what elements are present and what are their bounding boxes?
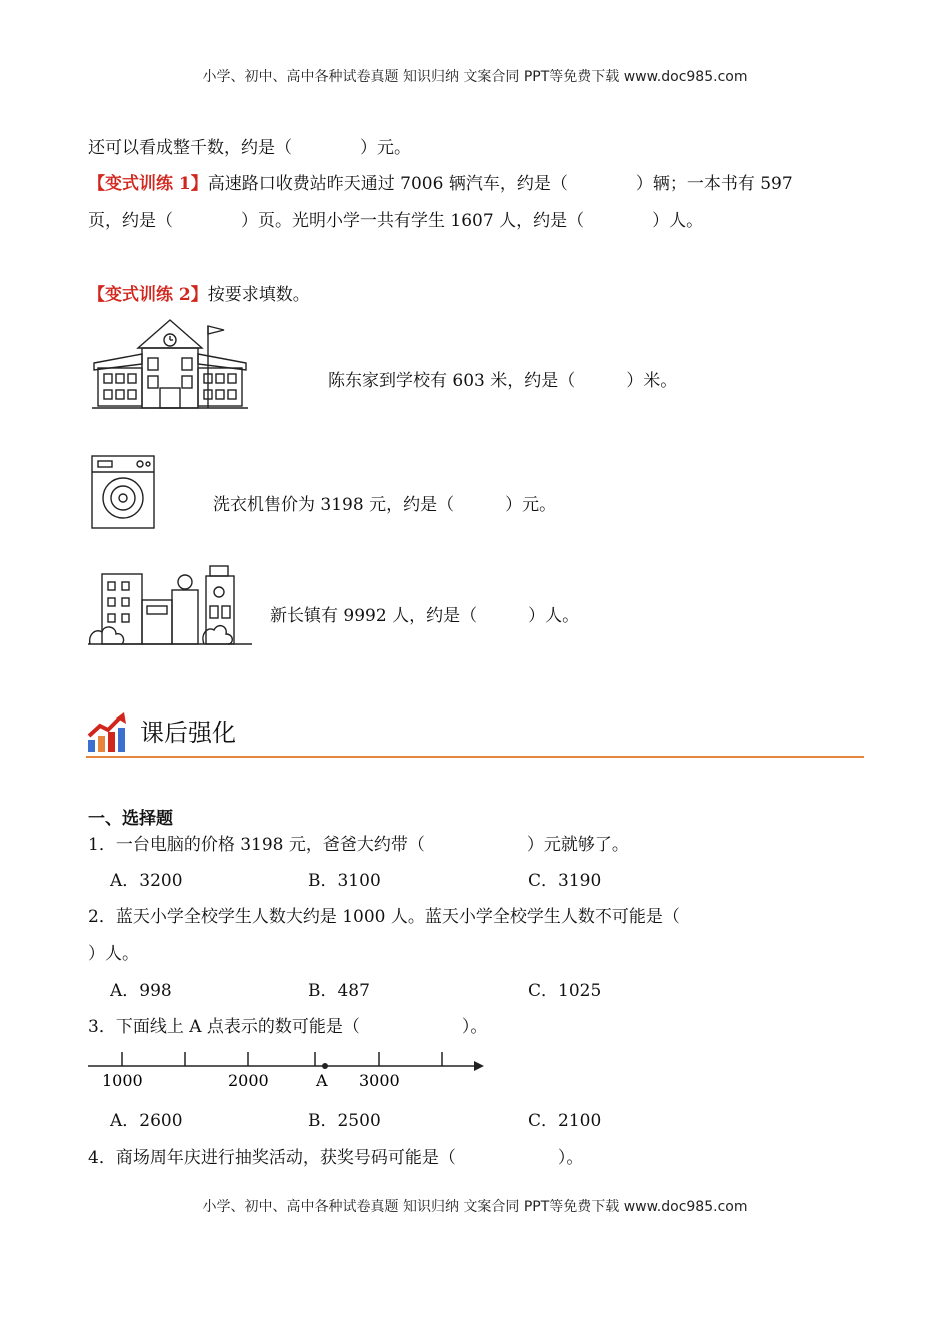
tick-label-1000: 1000 [102, 1071, 143, 1090]
section-title: 课后强化 [140, 719, 236, 747]
q2-stem-line1: 2．蓝天小学全校学生人数大约是 1000 人。蓝天小学全校学生人数不可能是（ [88, 907, 680, 927]
q2-option-c: C．1025 [528, 981, 602, 1001]
q3-option-b: B．2500 [308, 1111, 381, 1131]
q2-option-b: B．487 [308, 981, 370, 1001]
training1-line1 [88, 173, 793, 195]
point-a [322, 1063, 328, 1069]
training2-heading [88, 284, 310, 306]
school-question: 陈东家到学校有 603 米，约是（ ）米。 [328, 371, 678, 391]
q1-option-b: B．3100 [308, 871, 381, 891]
growth-chart-icon [86, 710, 130, 754]
town-question: 新长镇有 9992 人，约是（ ）人。 [270, 606, 580, 626]
town-buildings-icon [88, 562, 252, 652]
q1-option-c: C．3190 [528, 871, 602, 891]
q3-option-c: C．2100 [528, 1111, 602, 1131]
q1-stem: 1．一台电脑的价格 3198 元，爸爸大约带（ ）元就够了。 [88, 835, 629, 855]
tick-label-a: A [316, 1071, 328, 1090]
q3-stem: 3．下面线上 A 点表示的数可能是（ ）。 [88, 1017, 488, 1037]
section-divider [86, 756, 864, 758]
q2-stem-line2: ）人。 [88, 944, 139, 964]
training2-instruction: 按要求填数。 [207, 285, 310, 305]
q3-option-a: A．2600 [110, 1111, 183, 1131]
q4-stem: 4．商场周年庆进行抽奖活动，获奖号码可能是（ ）。 [88, 1148, 584, 1168]
training1-text1: 高速路口收费站昨天通过 7006 辆汽车，约是（ ）辆；一本书有 597 [207, 174, 793, 194]
training2-tag: 【变式训练 2】 [88, 285, 208, 305]
washer-question: 洗衣机售价为 3198 元，约是（ ）元。 [213, 495, 557, 515]
training1-line2: 页，约是（ ）页。光明小学一共有学生 1607 人，约是（ ）人。 [88, 211, 704, 231]
number-line [86, 1046, 496, 1092]
intro-line: 还可以看成整千数，约是（ ）元。 [88, 138, 411, 158]
page-footer: 小学、初中、高中各种试卷真题 知识归纳 文案合同 PPT等免费下载 www.doc985.com [202, 1199, 748, 1215]
tick-label-2000: 2000 [228, 1071, 269, 1090]
q1-option-a: A．3200 [110, 871, 183, 891]
school-building-icon [90, 318, 250, 412]
q2-option-a: A．998 [110, 981, 172, 1001]
tick-label-3000: 3000 [359, 1071, 400, 1090]
page-header: 小学、初中、高中各种试卷真题 知识归纳 文案合同 PPT等免费下载 www.doc985.com [202, 69, 748, 85]
training1-tag: 【变式训练 1】 [88, 174, 208, 194]
washing-machine-icon [90, 454, 156, 530]
part1-heading: 一、选择题 [88, 809, 173, 829]
